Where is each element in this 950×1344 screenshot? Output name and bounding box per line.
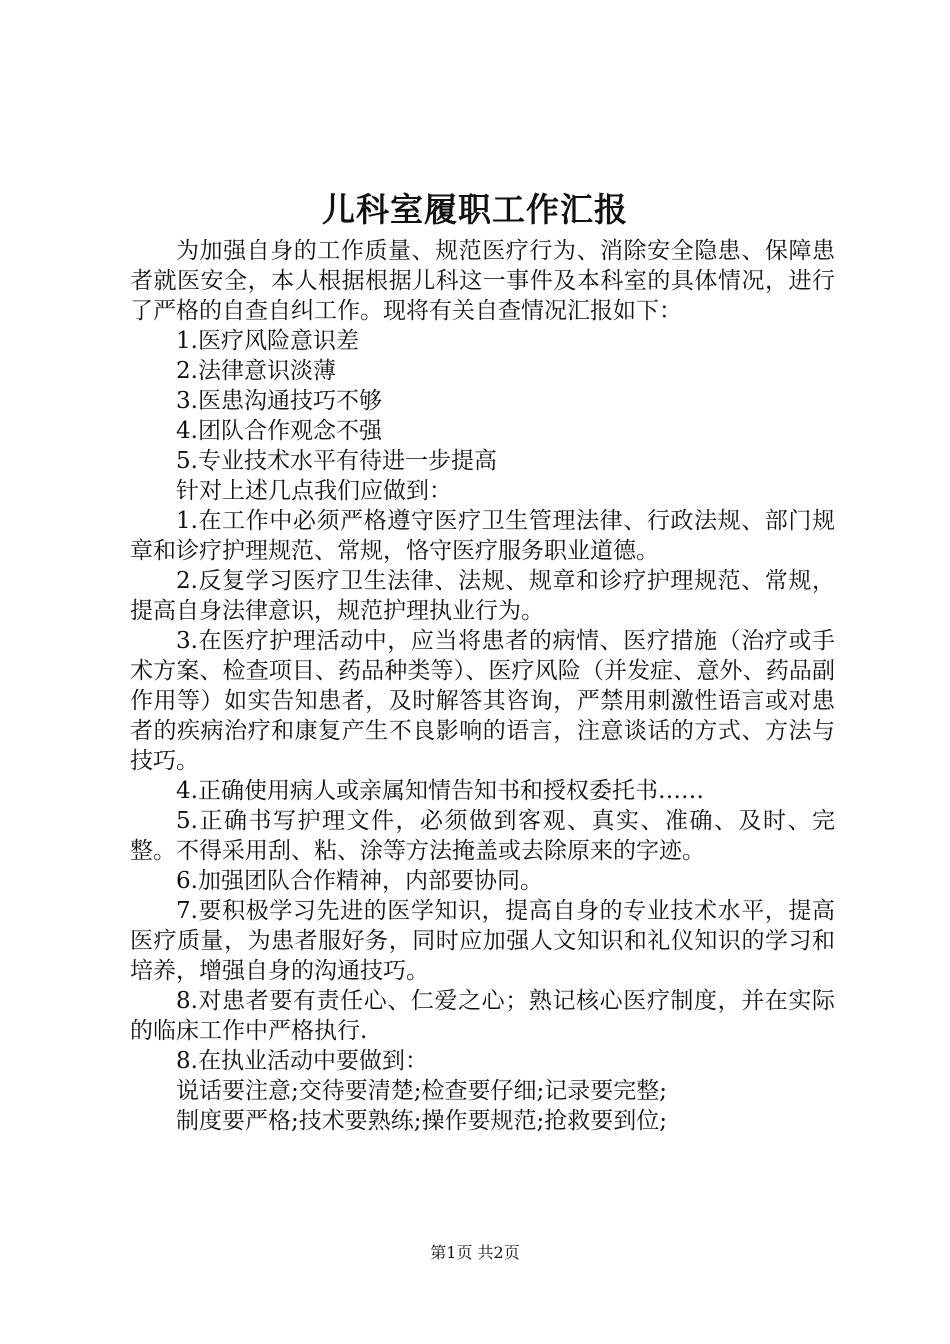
conduct-line-2: 制度要严格;技术要熟练;操作要规范;抢救要到位; xyxy=(176,1108,667,1134)
measure-item-1: 1.在工作中必须严格遵守医疗卫生管理法律、行政法规、部门规章和诊疗护理规范、常规，恪守医疗服务职业道德。 xyxy=(130,508,835,564)
document-body xyxy=(130,236,835,1136)
problem-item-5: 5.专业技术水平有待进一步提高 xyxy=(176,448,497,474)
paragraph-intro: 为加强自身的工作质量、规范医疗行为、消除安全隐患、保障患者就医安全，本人根据根据儿科这一事件及本科室的具体情况，进行了严格的自查自纠工作。现将有关自查情况汇报如下： xyxy=(130,238,835,324)
document-title: 儿科室履职工作汇报 xyxy=(322,190,628,229)
measure-item-8b: 8.在执业活动中要做到： xyxy=(176,1048,428,1074)
problem-item-3: 3.医患沟通技巧不够 xyxy=(176,388,382,414)
problem-item-4: 4.团队合作观念不强 xyxy=(176,418,382,444)
problem-item-1: 1.医疗风险意识差 xyxy=(176,328,359,354)
page-footer: 第1页 共2页 xyxy=(430,1243,520,1262)
measure-item-7: 7.要积极学习先进的医学知识，提高自身的专业技术水平，提高医疗质量，为患者服好务，同时应加强人文知识和礼仪知识的学习和培养，增强自身的沟通技巧。 xyxy=(130,898,835,984)
conduct-line-1: 说话要注意;交待要清楚;检查要仔细;记录要完整; xyxy=(176,1078,667,1104)
measure-item-3: 3.在医疗护理活动中，应当将患者的病情、医疗措施（治疗或手术方案、检查项目、药品种类等）、医疗风险（并发症、意外、药品副作用等）如实告知患者，及时解答其咨询，严禁用刺激性语言或对患者的疾病治疗和康复产生不良影响的语言，注意谈话的方式、方法与技巧。 xyxy=(130,628,835,774)
problem-item-2: 2.法律意识淡薄 xyxy=(176,358,336,384)
measure-item-4: 4.正确使用病人或亲属知情告知书和授权委托书…… xyxy=(176,778,704,804)
measure-item-5: 5.正确书写护理文件，必须做到客观、真实、准确、及时、完整。不得采用刮、粘、涂等方法掩盖或去除原来的字迹。 xyxy=(130,808,835,864)
measure-item-2: 2.反复学习医疗卫生法律、法规、规章和诊疗护理规范、常规，提高自身法律意识，规范护理执业行为。 xyxy=(130,568,835,624)
measure-item-6: 6.加强团队合作精神，内部要协同。 xyxy=(176,868,543,894)
measure-item-8a: 8.对患者要有责任心、仁爱之心；熟记核心医疗制度，并在实际的临床工作中严格执行. xyxy=(130,988,835,1044)
measures-heading: 针对上述几点我们应做到： xyxy=(176,478,452,504)
